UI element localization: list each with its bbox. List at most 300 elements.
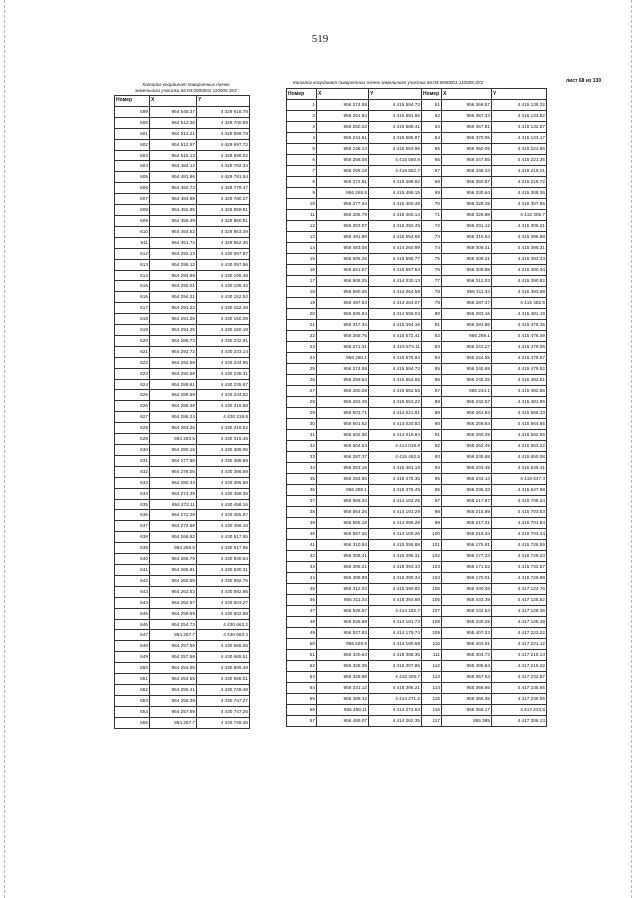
table-row	[287, 650, 547, 661]
table-cell: 956 265.5	[317, 188, 369, 199]
table-cell: 956 265.76	[317, 331, 369, 342]
table-cell: 71	[422, 210, 442, 221]
table-cell: 4 429 700.59	[197, 117, 250, 128]
table-cell: 643	[115, 586, 150, 597]
table-cell: 4 415 394.16	[369, 320, 422, 331]
column-header-x: X	[150, 96, 197, 107]
table-cell: 4 415 594.73	[369, 100, 422, 111]
column-header-y: Y	[369, 89, 422, 100]
table-cell: 647	[115, 630, 150, 641]
table-cell: 956 250.22	[317, 122, 369, 133]
table-row	[287, 375, 547, 386]
table-cell: 101	[422, 540, 442, 551]
table-cell: 17	[287, 276, 317, 287]
table-row	[287, 188, 547, 199]
table-cell: 19	[287, 298, 317, 309]
table-cell: 956 369.57	[442, 100, 492, 111]
table-cell: 4 415 647.3	[492, 474, 547, 485]
table-cell: 106	[422, 595, 442, 606]
table-cell: 98	[422, 507, 442, 518]
table-cell: 4 415 396.31	[492, 243, 547, 254]
table-cell: 4 415 562.55	[369, 386, 422, 397]
table-cell: 954 274.58	[150, 521, 197, 532]
table-cell: 4 430 747.27	[197, 695, 250, 706]
table-cell: 4 415 563.22	[369, 397, 422, 408]
table-cell: 20	[287, 309, 317, 320]
table-row	[115, 695, 250, 706]
table-cell: 4 415 393.33	[369, 562, 422, 573]
table-cell: 4 417 222.22	[492, 628, 547, 639]
table-cell: 645	[115, 608, 150, 619]
table-cell: 4 415 481.96	[492, 397, 547, 408]
table-cell: 4 415 479.06	[492, 342, 547, 353]
table-cell: 956 262.49	[317, 397, 369, 408]
table-cell: 4 415 308.36	[369, 650, 422, 661]
table-cell: 954 274.39	[150, 488, 197, 499]
table-cell: 4 417 306.13	[492, 716, 547, 727]
table-cell: 954 263.53	[150, 586, 197, 597]
table-cell: 956 367.81	[442, 122, 492, 133]
table-cell: 4 415 562.55	[492, 430, 547, 441]
table-cell: 4 415 479.52	[492, 364, 547, 375]
table-cell: 956 235.68	[442, 452, 492, 463]
table-row	[287, 166, 547, 177]
table-cell: 4 429 699.79	[197, 128, 250, 139]
table-cell: 642	[115, 575, 150, 586]
table-cell: 4 415 729.98	[492, 573, 547, 584]
table-cell: 4 430 665.06	[197, 641, 250, 652]
table-cell: 4 430 458.35	[197, 488, 250, 499]
left-caption-line2: земельного участка 66:04:0000001:110005:ЗУ2	[135, 88, 237, 93]
table-cell: 38	[287, 507, 317, 518]
table-cell: 4 415 498.82	[369, 177, 422, 188]
table-cell: 4 430 386.88	[197, 477, 250, 488]
table-row	[287, 474, 547, 485]
table-cell: 956 303.07	[317, 221, 369, 232]
table-cell: 49	[287, 628, 317, 639]
table-cell: 956 310.54	[317, 540, 369, 551]
table-cell: 4 430 316.45	[197, 434, 250, 445]
table-cell: 4 415 703.44	[492, 529, 547, 540]
table-cell: 954 294.99	[150, 270, 197, 281]
table-cell: 43	[287, 562, 317, 573]
table-cell: 109	[422, 628, 442, 639]
table-row	[115, 205, 250, 216]
table-cell: 956 367.33	[442, 111, 492, 122]
table-cell: 4 429 780.27	[197, 194, 250, 205]
table-row	[287, 243, 547, 254]
table-cell: 625	[115, 390, 150, 401]
table-cell: 4 430 456.16	[197, 521, 250, 532]
table-cell: 4 430 236.31	[197, 368, 250, 379]
table-cell: 105	[422, 584, 442, 595]
table-cell: 4 414 018.84	[369, 430, 422, 441]
table-row	[115, 248, 250, 259]
table-cell: 103	[422, 562, 442, 573]
table-cell: 956 242.57	[442, 397, 492, 408]
table-cell: 4 415 390.82	[492, 276, 547, 287]
table-cell: 604	[115, 161, 150, 172]
table-cell: 956 565.19	[317, 518, 369, 529]
table-row	[115, 619, 250, 630]
table-cell: 95	[422, 474, 442, 485]
table-row	[115, 543, 250, 554]
table-cell: 956 505.94	[317, 309, 369, 320]
table-cell: 4 415 475.35	[492, 320, 547, 331]
column-header-y: Y	[197, 96, 250, 107]
table-row	[115, 684, 250, 695]
table-cell: 4 415 576.84	[369, 353, 422, 364]
table-cell: 956 274.58	[317, 100, 369, 111]
right-scan-edge	[631, 0, 632, 898]
table-cell: 4 429 698.52	[197, 150, 250, 161]
table-row	[287, 276, 547, 287]
table-cell: 956 604.63	[317, 441, 369, 452]
table-cell: 650	[115, 663, 150, 674]
table-cell: 955 404.73	[442, 650, 492, 661]
table-cell: 954 280.16	[150, 445, 197, 456]
table-row	[115, 554, 250, 565]
table-cell: 956 328.39	[442, 199, 492, 210]
table-cell: 89	[422, 408, 442, 419]
table-cell: 4 430 663.3	[197, 630, 250, 641]
table-cell: 14	[287, 243, 317, 254]
table-cell: 4 415 597.53	[369, 265, 422, 276]
table-cell: 90	[422, 419, 442, 430]
table-row	[115, 139, 250, 150]
table-cell: 113	[422, 672, 442, 683]
table-cell: 4 430 530.31	[197, 564, 250, 575]
table-cell: 4 415 132.67	[492, 122, 547, 133]
table-row	[115, 477, 250, 488]
table-row	[287, 452, 547, 463]
table-cell: 4 414 020.83	[369, 419, 422, 430]
table-cell: 4 414 102.25	[369, 496, 422, 507]
table-cell: 100	[422, 529, 442, 540]
table-cell: 956 234.14	[442, 474, 492, 485]
table-cell: 56	[287, 705, 317, 716]
table-cell: 4 415 393.88	[369, 595, 422, 606]
table-row	[287, 518, 547, 529]
table-cell: 955 385	[442, 716, 492, 727]
table-cell: 97	[422, 496, 442, 507]
table-cell: 956 312.03	[317, 584, 369, 595]
table-cell: 40	[287, 529, 317, 540]
table-row	[287, 419, 547, 430]
table-cell: 954 262.67	[150, 597, 197, 608]
table-row	[287, 265, 547, 276]
table-cell: 12	[287, 221, 317, 232]
table-cell: 18	[287, 287, 317, 298]
table-cell: 616	[115, 292, 150, 303]
table-cell: 954 289.73	[150, 335, 197, 346]
table-row	[287, 584, 547, 595]
table-cell: 4 415 306.21	[369, 683, 422, 694]
table-cell: 36	[287, 485, 317, 496]
table-cell: 956 317.34	[317, 320, 369, 331]
table-cell: 80	[422, 309, 442, 320]
table-row	[115, 652, 250, 663]
table-cell: 602	[115, 139, 150, 150]
table-cell: 4 417 236.55	[492, 694, 547, 705]
table-cell: 4 415 550.8	[369, 155, 422, 166]
table-cell: 955 365.17	[442, 705, 492, 716]
table-cell: 956 217.87	[442, 496, 492, 507]
table-cell: 956 601.62	[317, 419, 369, 430]
table-cell: 956 170.01	[442, 573, 492, 584]
table-cell: 609	[115, 215, 150, 226]
table-cell: 51	[287, 650, 317, 661]
table-cell: 2	[287, 111, 317, 122]
table-row	[287, 353, 547, 364]
table-cell: 956 283.16	[442, 309, 492, 320]
table-cell: 956 331.12	[317, 683, 369, 694]
left-caption-line1: Каталог координат поворотных точек	[142, 82, 230, 87]
table-cell: 4 414 180.69	[369, 639, 422, 650]
table-cell: 956 350.09	[442, 144, 492, 155]
table-cell: 634	[115, 488, 150, 499]
table-cell: 4 415 703.63	[492, 507, 547, 518]
table-cell: 4 414 260.99	[369, 243, 422, 254]
table-cell: 4 415 479.57	[492, 353, 547, 364]
table-cell: 42	[287, 551, 317, 562]
table-cell: 8	[287, 177, 317, 188]
table-cell: 956 217.31	[442, 518, 492, 529]
table-row	[115, 161, 250, 172]
table-cell: 66	[422, 155, 442, 166]
table-cell: 4 430 319.52	[197, 423, 250, 434]
table-cell: 4 429 860.81	[197, 215, 250, 226]
table-cell: 4 429 697.72	[197, 139, 250, 150]
table-cell: 954 259.69	[150, 608, 197, 619]
table-row	[287, 386, 547, 397]
table-cell: 108	[422, 617, 442, 628]
table-cell: 649	[115, 652, 150, 663]
table-row	[287, 177, 547, 188]
table-row	[115, 532, 250, 543]
table-cell: 31	[287, 430, 317, 441]
table-cell: 956 308.41	[442, 243, 492, 254]
table-row	[287, 331, 547, 342]
table-cell: 621	[115, 346, 150, 357]
table-cell: 4 417 233.8	[492, 705, 547, 716]
column-header-x: X	[317, 89, 369, 100]
table-row	[287, 485, 547, 496]
table-cell: 4 415 701.84	[492, 518, 547, 529]
table-cell: 956 605.25	[317, 254, 369, 265]
table-cell: 956 243.27	[442, 342, 492, 353]
table-cell: 954 294.25	[150, 325, 197, 336]
table-cell: 628	[115, 423, 150, 434]
table-cell: 4 415 134.82	[492, 111, 547, 122]
table-cell: 956 489.32	[317, 694, 369, 705]
table-cell: 954 515.13	[150, 150, 197, 161]
table-row	[115, 510, 250, 521]
table-row	[115, 150, 250, 161]
table-cell: 4 415 564.65	[492, 419, 547, 430]
table-row	[115, 106, 250, 117]
table-cell: 605	[115, 172, 150, 183]
table-cell: 956 245.25	[442, 375, 492, 386]
table-cell: 614	[115, 270, 150, 281]
table-cell: 954 452.85	[150, 205, 197, 216]
table-row	[287, 496, 547, 507]
table-cell: 954 482.73	[150, 183, 197, 194]
table-cell: 600	[115, 117, 150, 128]
right-table-header-row	[287, 89, 547, 100]
table-cell: 956 256.19	[317, 166, 369, 177]
table-cell: 954 254.73	[150, 619, 197, 630]
table-cell: 954 272.28	[150, 510, 197, 521]
table-row	[287, 661, 547, 672]
table-cell: 954 455.49	[150, 215, 197, 226]
page-number: 519	[311, 33, 329, 45]
table-cell: 4 430 663.2	[197, 619, 250, 630]
table-row	[115, 488, 250, 499]
column-header-x-2: X	[442, 89, 492, 100]
table-cell: 4 415 219.72	[492, 177, 547, 188]
table-cell: 954 257.69	[150, 706, 197, 717]
table-cell: 4 415 591.66	[369, 111, 422, 122]
table-cell: 954 257.56	[150, 641, 197, 652]
table-cell: 956 497.63	[317, 298, 369, 309]
table-cell: 955 408.84	[442, 661, 492, 672]
table-cell: 70	[422, 199, 442, 210]
table-cell: 954 291.22	[150, 303, 197, 314]
table-cell: 4	[287, 133, 317, 144]
table-cell: 956 233.49	[442, 463, 492, 474]
table-cell: 4 415 563.22	[492, 441, 547, 452]
table-cell: 4 415 565.33	[492, 408, 547, 419]
table-cell: 955 368.66	[442, 683, 492, 694]
table-cell: 4 430 455.97	[197, 510, 250, 521]
table-cell: 956 347.85	[442, 155, 492, 166]
column-header-number: Номер	[115, 96, 150, 107]
table-cell: 956 311.34	[317, 595, 369, 606]
table-cell: 956 259.64	[442, 419, 492, 430]
table-cell: 956 244.1	[442, 386, 492, 397]
table-cell: 646	[115, 619, 150, 630]
table-cell: 4 429 862.36	[197, 237, 250, 248]
table-cell: 4 415 390.34	[369, 573, 422, 584]
table-cell: 956 284.86	[317, 474, 369, 485]
table-cell: 956 287.37	[317, 452, 369, 463]
table-cell: 956 311.34	[442, 287, 492, 298]
table-cell: 956 606.25	[317, 276, 369, 287]
left-scan-edge	[4, 0, 5, 898]
table-cell: 954 257.58	[150, 652, 197, 663]
table-row	[287, 430, 547, 441]
table-cell: 955 407.23	[442, 628, 492, 639]
table-cell: 4 415 219.21	[492, 166, 547, 177]
table-cell: 104	[422, 573, 442, 584]
table-cell: 4 414 181.73	[369, 617, 422, 628]
table-cell: 4 430 097.87	[197, 248, 250, 259]
table-cell: 4 415 476.49	[369, 485, 422, 496]
table-row	[287, 617, 547, 628]
table-cell: 99	[422, 518, 442, 529]
table-cell: 623	[115, 368, 150, 379]
left-coordinate-table	[114, 95, 250, 729]
table-row	[287, 606, 547, 617]
table-cell: 62	[422, 111, 442, 122]
table-row	[287, 573, 547, 584]
table-cell: 954 292.68	[150, 357, 197, 368]
table-cell: 63	[422, 122, 442, 133]
table-cell: 955 430.48	[442, 584, 492, 595]
table-cell: 956 241.61	[317, 133, 369, 144]
table-cell: 954 481.96	[150, 172, 197, 183]
table-row	[115, 183, 250, 194]
table-row	[287, 551, 547, 562]
table-cell: 641	[115, 564, 150, 575]
table-row	[115, 292, 250, 303]
table-cell: 624	[115, 379, 150, 390]
table-cell: 4 430 517.85	[197, 543, 250, 554]
table-row	[115, 706, 250, 717]
table-cell: 954 265.81	[150, 564, 197, 575]
table-cell: 956 277.34	[317, 199, 369, 210]
table-cell: 88	[422, 397, 442, 408]
table-cell: 53	[287, 672, 317, 683]
table-cell: 45	[287, 584, 317, 595]
table-row	[287, 463, 547, 474]
table-cell: 4 429 782.34	[197, 161, 250, 172]
table-cell: 638	[115, 532, 150, 543]
table-cell: 91	[422, 430, 442, 441]
table-cell: 956 370.05	[442, 133, 492, 144]
table-row	[287, 133, 547, 144]
table-cell: 72	[422, 221, 442, 232]
table-cell: 69	[422, 188, 442, 199]
table-cell: 4 430 105.42	[197, 281, 250, 292]
table-row	[287, 144, 547, 155]
table-cell: 4 415 647.98	[492, 485, 547, 496]
table-row	[115, 412, 250, 423]
table-cell: 81	[422, 320, 442, 331]
table-cell: 4 415 390.34	[492, 265, 547, 276]
table-row	[115, 303, 250, 314]
table-cell: 25	[287, 364, 317, 375]
table-cell: 640	[115, 554, 150, 565]
table-cell: 956 489.11	[317, 705, 369, 716]
table-cell: 4 430 665.49	[197, 663, 250, 674]
table-cell: 956 309.88	[442, 265, 492, 276]
table-cell: 956 175.81	[442, 540, 492, 551]
table-cell: 618	[115, 314, 150, 325]
table-cell: 599	[115, 106, 150, 117]
table-cell: 4 430 105.48	[197, 270, 250, 281]
table-cell: 94	[422, 463, 442, 474]
left-table-caption	[116, 82, 256, 94]
table-cell: 620	[115, 335, 150, 346]
table-cell: 4 415 307.85	[369, 661, 422, 672]
table-cell: 92	[422, 441, 442, 452]
sheet-label: лист 68 из 130	[566, 78, 602, 84]
table-cell: 4 415 306.21	[492, 221, 547, 232]
table-cell: 603	[115, 150, 150, 161]
table-cell: 4 414 099.28	[369, 518, 422, 529]
table-cell: 4 430 749.48	[197, 684, 250, 695]
table-cell: 639	[115, 543, 150, 554]
table-cell: 956 284.86	[442, 320, 492, 331]
table-cell: 4 415 585.87	[369, 133, 422, 144]
table-cell: 954 269.8	[150, 543, 197, 554]
table-cell: 4 415 476.49	[492, 331, 547, 342]
table-cell: 956 236.33	[442, 485, 492, 496]
table-cell: 4 415 563.96	[369, 144, 422, 155]
table-cell: 117	[422, 716, 442, 727]
